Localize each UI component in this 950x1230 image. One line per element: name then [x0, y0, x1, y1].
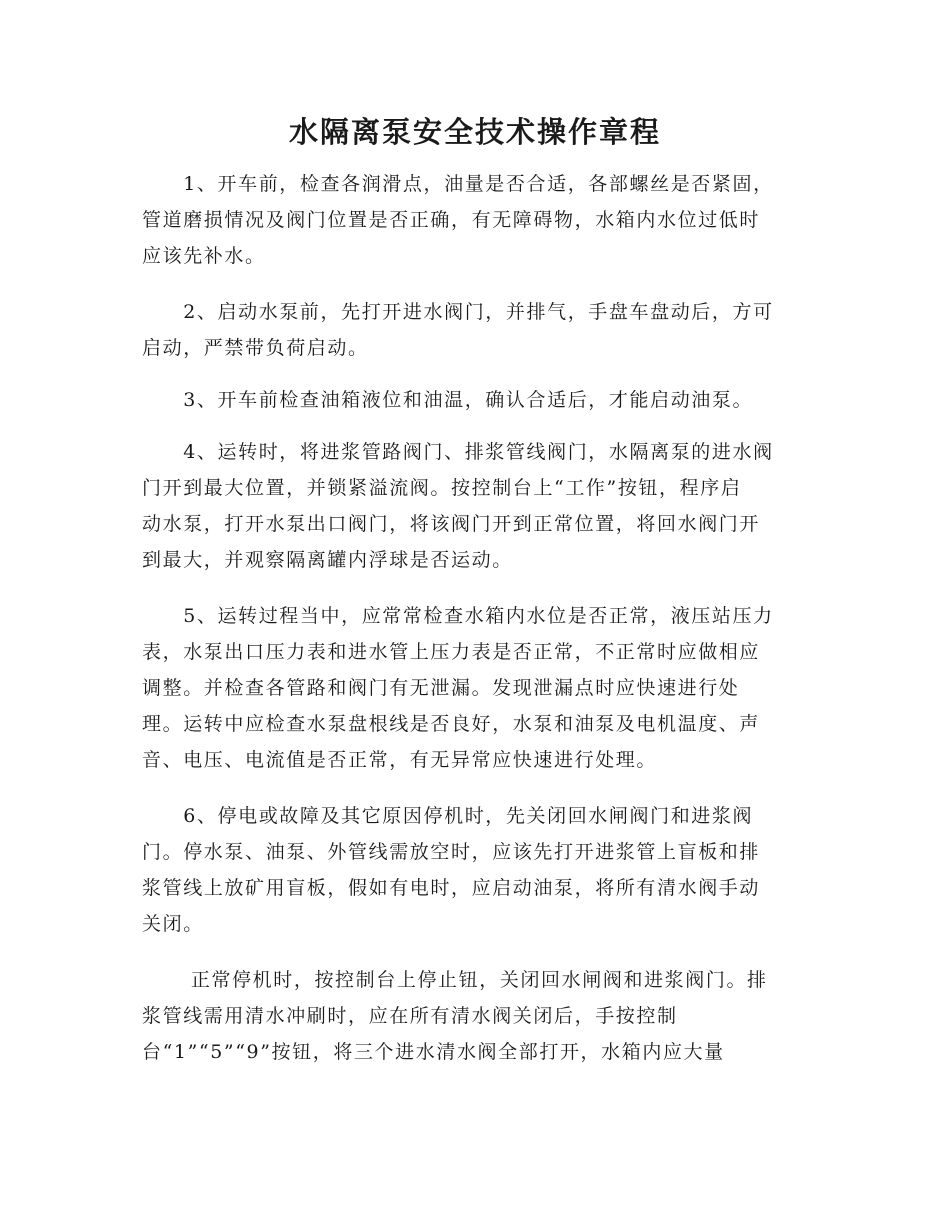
paragraph-line: 调整。并检查各管路和阀门有无泄漏。发现泄漏点时应快速进行处 [142, 677, 740, 699]
paragraph-line: 5、运转过程当中，应常常检查水箱内水位是否正常，液压站压力 [142, 605, 774, 627]
document-title: 水隔离泵安全技术操作章程 [288, 115, 661, 149]
paragraph-5 [142, 598, 774, 778]
paragraph-line: 启动，严禁带负荷启动。 [142, 337, 369, 359]
paragraph-line: 应该先补水。 [142, 245, 266, 267]
paragraph-line: 浆管线需用清水冲刷时，应在所有清水阀关闭后，手按控制 [142, 1005, 678, 1027]
paragraph-line: 2、启动水泵前，先打开进水阀门，并排气，手盘车盘动后，方可 [142, 301, 774, 323]
paragraph-line: 到最大，并观察隔离罐内浮球是否运动。 [142, 549, 513, 571]
paragraph-line: 1、开车前，检查各润滑点，油量是否合适，各部螺丝是否紧固， [142, 173, 774, 195]
paragraph-line: 关闭。 [142, 913, 204, 935]
paragraph-line: 门开到最大位置，并锁紧溢流阀。按控制台上“工作”按钮，程序启 [142, 477, 742, 499]
paragraph-line: 音、电压、电流值是否正常，有无异常应快速进行处理。 [142, 749, 658, 771]
paragraph-3 [142, 382, 753, 418]
paragraph-line: 台“1”“5”“9”按钮，将三个进水清水阀全部打开，水箱内应大量 [142, 1041, 725, 1063]
paragraph-2 [142, 294, 774, 366]
paragraph-line: 理。运转中应检查水泵盘根线是否良好，水泵和油泵及电机温度、声 [142, 713, 761, 735]
paragraph-line: 4、运转时，将进浆管路阀门、排浆管线阀门，水隔离泵的进水阀 [142, 441, 774, 463]
paragraph-line: 动水泵，打开水泵出口阀门，将该阀门开到正常位置，将回水阀门开 [142, 513, 761, 535]
paragraph-line: 6、停电或故障及其它原因停机时，先关闭回水闸阀门和进浆阀 [142, 805, 754, 827]
paragraph-line: 管道磨损情况及阀门位置是否正确，有无障碍物，水箱内水位过低时 [142, 209, 761, 231]
paragraph-1 [142, 166, 774, 274]
paragraph-line: 3、开车前检查油箱液位和油温，确认合适后，才能启动油泵。 [142, 389, 754, 411]
paragraph-4 [142, 434, 774, 578]
paragraph-line: 浆管线上放矿用盲板，假如有电时，应启动油泵，将所有清水阀手动 [142, 877, 761, 899]
paragraph-7 [142, 962, 768, 1070]
paragraph-6 [142, 798, 760, 942]
paragraph-line: 正常停机时，按控制台上停止钮，关闭回水闸阀和进浆阀门。排 [142, 969, 768, 991]
paragraph-line: 表，水泵出口压力表和进水管上压力表是否正常，不正常时应做相应 [142, 641, 761, 663]
paragraph-line: 门。停水泵、油泵、外管线需放空时，应该先打开进浆管上盲板和排 [142, 841, 761, 863]
